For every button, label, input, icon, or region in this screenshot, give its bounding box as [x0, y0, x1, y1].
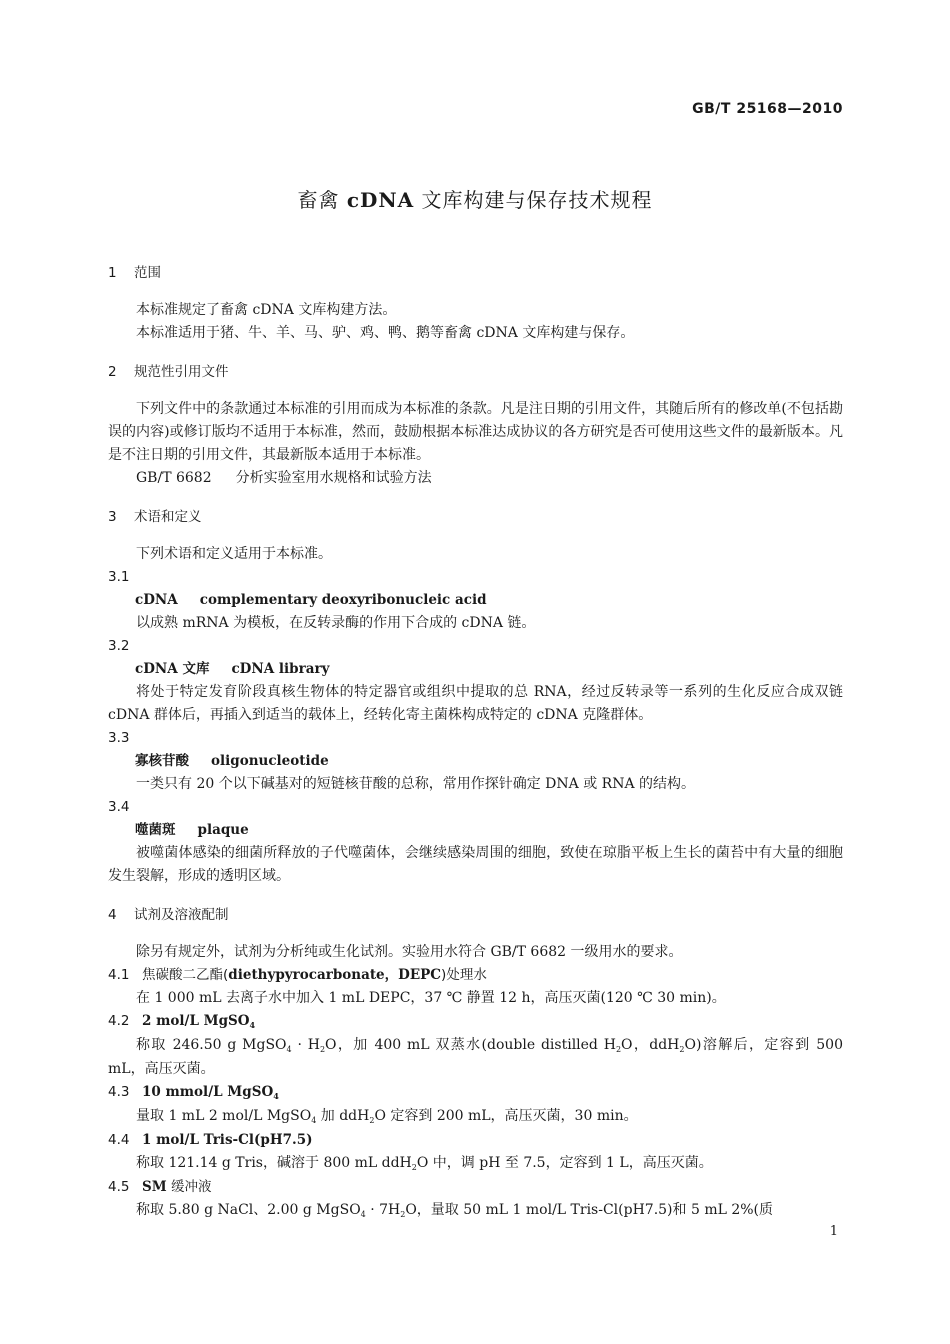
paragraph: 称取 121.14 g Tris，碱溶于 800 mL ddH$_2$O 中，调 pH 至 7.5，定容到 1 L，高压灭菌。	[136, 1155, 713, 1172]
paragraph: 本标准规定了畜禽 cDNA 文库构建方法。	[136, 302, 397, 318]
section-3-heading: 3 术语和定义	[108, 509, 202, 525]
paragraph: 下列术语和定义适用于本标准。	[136, 546, 332, 562]
term-entry: cDNA complementary deoxyribonucleic acid	[135, 592, 487, 608]
term-definition: 一类只有 20 个以下碱基对的短链核苷酸的总称，常用作探针确定 DNA 或 RNA 的结构。	[136, 776, 695, 792]
section-2-heading: 2 规范性引用文件	[108, 364, 229, 380]
term-number: 3.2	[108, 638, 130, 654]
term-definition: 被噬菌体感染的细菌所释放的子代噬菌体，会继续感染周围的细胞，致使在琼脂平板上生长的菌苔中有大量的细胞发生裂解，形成的透明区域。	[108, 845, 843, 884]
subsection-heading: 4.5 SM 缓冲液	[108, 1179, 212, 1195]
term-number: 3.4	[108, 799, 130, 815]
paragraph: 下列文件中的条款通过本标准的引用而成为本标准的条款。凡是注日期的引用文件，其随后所有的修改单(不包括勘误的内容)或修订版均不适用于本标准，然而，鼓励根据本标准达成协议的各方研究是否可使用这些文件的最新版本。凡是不注日期的引用文件，其最新版本适用于本标准。	[108, 401, 843, 463]
normative-reference: GB/T 6682 分析实验室用水规格和试验方法	[136, 470, 432, 486]
term-number: 3.1	[108, 569, 130, 585]
term-entry: cDNA 文库 cDNA library	[135, 661, 330, 677]
term-entry: 寡核苷酸 oligonucleotide	[135, 753, 329, 769]
term-entry: 噬菌斑 plaque	[135, 822, 249, 838]
subsection-heading: 4.4 1 mol/L Tris-Cl(pH7.5)	[108, 1132, 313, 1148]
subsection-heading: 4.2 2 mol/L MgSO$_4$	[108, 1013, 256, 1030]
paragraph: 称取 246.50 g MgSO$_4$ · $H_2O$，加 400 mL 双蒸水(double distilled $H_2O$，ddH$_2$O)溶解后，定容到 500 mL，高压灭菌。	[108, 1037, 843, 1077]
paragraph: 称取 5.80 g NaCl、2.00 g MgSO$_4$ · $7H_2O$，量取 50 mL 1 mol/L Tris-Cl(pH7.5)和 5 mL 2%(质	[136, 1202, 774, 1219]
term-number: 3.3	[108, 730, 130, 746]
document-body	[108, 262, 843, 1223]
page-number: 1	[829, 1224, 838, 1239]
section-1-heading: 1 范围	[108, 265, 161, 281]
paragraph: 在 1 000 mL 去离子水中加入 1 mL DEPC，37 ℃ 静置 12 h，高压灭菌(120 ℃ 30 min)。	[136, 990, 726, 1006]
paragraph: 除另有规定外，试剂为分析纯或生化试剂。实验用水符合 GB/T 6682 一级用水的要求。	[136, 944, 683, 960]
document-title: 畜禽 cDNA 文库构建与保存技术规程	[297, 188, 653, 212]
term-definition: 以成熟 mRNA 为模板，在反转录酶的作用下合成的 cDNA 链。	[136, 615, 536, 631]
subsection-heading: 4.1 焦碳酸二乙酯(diethypyrocarbonate，DEPC)处理水	[108, 967, 487, 983]
paragraph: 量取 1 mL 2 mol/L MgSO$_4$ 加 ddH$_2$O 定容到 200 mL，高压灭菌，30 min。	[136, 1108, 638, 1125]
term-definition: 将处于特定发育阶段真核生物体的特定器官或组织中提取的总 RNA，经过反转录等一系列的生化反应合成双链 cDNA 群体后，再插入到适当的载体上，经转化寄主菌株构成特定的 cDNA 克隆群体。	[108, 684, 843, 723]
section-4-heading: 4 试剂及溶液配制	[108, 907, 229, 923]
paragraph: 本标准适用于猪、牛、羊、马、驴、鸡、鸭、鹅等畜禽 cDNA 文库构建与保存。	[136, 325, 635, 341]
subsection-heading: 4.3 10 mmol/L MgSO$_4$	[108, 1084, 279, 1101]
standard-number: GB/T 25168—2010	[692, 101, 843, 117]
